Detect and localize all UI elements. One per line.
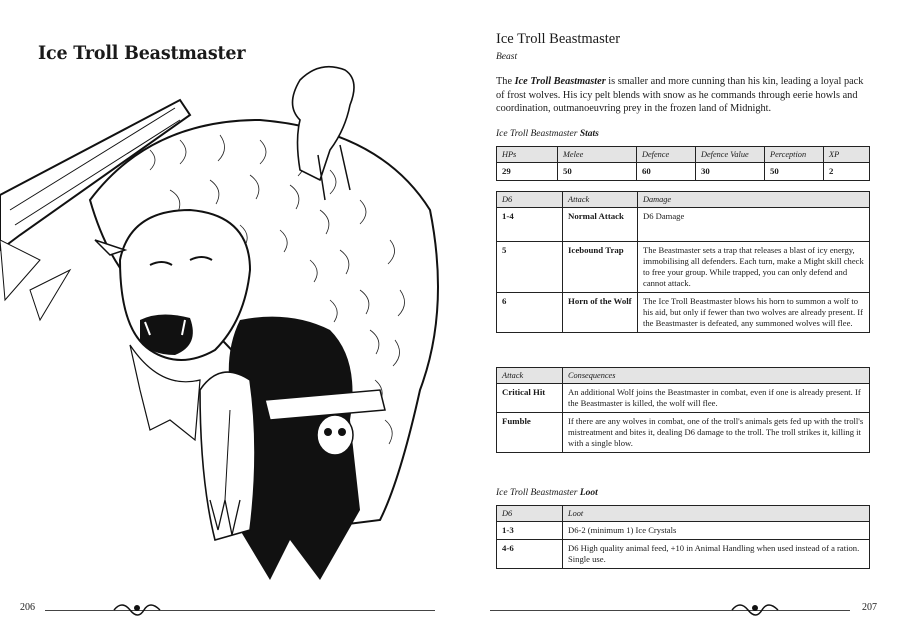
page-number-left: 206 — [20, 602, 35, 613]
stats-value: 60 — [637, 163, 696, 181]
stats-value: 30 — [696, 163, 765, 181]
stats-header: HPs — [497, 147, 558, 163]
table-row — [497, 242, 870, 293]
consequence-attack: Fumble — [497, 413, 563, 453]
stats-header: XP — [824, 147, 870, 163]
stats-value: 29 — [497, 163, 558, 181]
table-row — [497, 522, 870, 540]
stats-header: Defence — [637, 147, 696, 163]
loot-table — [496, 505, 870, 569]
creature-title: Ice Troll Beastmaster — [496, 31, 621, 47]
attack-damage: The Ice Troll Beastmaster blows his horn to summon a wolf to his aid, but only if fewer than two wolves are already present. If the Beastmaster is defeated, any summoned wolves will flee. — [638, 293, 870, 333]
attack-roll: 5 — [497, 242, 563, 293]
loot-heading — [496, 488, 598, 498]
stats-heading-prefix: Ice Troll Beastmaster — [496, 129, 580, 139]
stats-value: 50 — [558, 163, 637, 181]
table-row — [497, 147, 870, 163]
table-row — [497, 163, 870, 181]
intro-text: is smaller and more cunning than his kin, leading a loyal pack of frost wolves. His icy pelt blends with snow as he commands through eerie howls and coordination, outmanoeuvring prey in the frozen land of Midnight. — [496, 76, 864, 115]
loot-heading-bold: Loot — [579, 488, 598, 498]
loot-roll: 1-3 — [497, 522, 563, 540]
attack-header: D6 — [497, 192, 563, 208]
stats-header: Melee — [558, 147, 637, 163]
stats-value: 2 — [824, 163, 870, 181]
consequence-text: If there are any wolves in combat, one of the troll's animals gets fed up with the troll's mistreatment and bites it, dealing D6 damage to the troll. The troll strikes it, killing it with a single blow. — [563, 413, 870, 453]
troll-illustration — [0, 60, 450, 590]
stats-value: 50 — [765, 163, 824, 181]
attack-header: Damage — [638, 192, 870, 208]
table-row — [497, 384, 870, 413]
stats-header: Perception — [765, 147, 824, 163]
ornament-icon — [730, 600, 780, 616]
loot-text: D6 High quality animal feed, +10 in Animal Handling when used instead of a ration. Single use. — [563, 540, 870, 569]
footer-rule-left — [45, 610, 435, 611]
table-row — [497, 540, 870, 569]
consequence-text: An additional Wolf joins the Beastmaster in combat, even if one is already present. If the Beastmaster is killed, the wolf will flee. — [563, 384, 870, 413]
table-row — [497, 192, 870, 208]
creature-description — [496, 75, 872, 116]
attack-roll: 6 — [497, 293, 563, 333]
loot-header: D6 — [497, 506, 563, 522]
table-row — [497, 413, 870, 453]
attack-header: Attack — [563, 192, 638, 208]
attack-damage: D6 Damage — [638, 208, 870, 242]
stats-header: Defence Value — [696, 147, 765, 163]
loot-header: Loot — [563, 506, 870, 522]
footer-rule-right — [490, 610, 850, 611]
table-row — [497, 506, 870, 522]
page-title-left: Ice Troll Beastmaster — [38, 42, 246, 64]
intro-prefix: The — [496, 76, 515, 87]
attack-name: Horn of the Wolf — [563, 293, 638, 333]
right-page — [450, 0, 900, 638]
stats-heading — [496, 129, 599, 139]
consequences-table — [496, 367, 870, 453]
consequences-header: Attack — [497, 368, 563, 384]
consequence-attack: Critical Hit — [497, 384, 563, 413]
page-number-right: 207 — [862, 602, 877, 613]
attack-table — [496, 191, 870, 333]
attack-damage: The Beastmaster sets a trap that releases a blast of icy energy, immobilising all defenders. Each turn, make a Might skill check to free your group. While trapped, you can only defend and cannot attack. — [638, 242, 870, 293]
attack-name: Normal Attack — [563, 208, 638, 242]
loot-heading-prefix: Ice Troll Beastmaster — [496, 488, 580, 498]
consequences-header: Consequences — [563, 368, 870, 384]
attack-roll: 1-4 — [497, 208, 563, 242]
stats-heading-bold: Stats — [579, 129, 599, 139]
loot-roll: 4-6 — [497, 540, 563, 569]
attack-name: Icebound Trap — [563, 242, 638, 293]
intro-name: Ice Troll Beastmaster — [514, 76, 606, 87]
creature-type: Beast — [496, 52, 518, 62]
table-row — [497, 208, 870, 242]
stats-table — [496, 146, 870, 181]
table-row — [497, 368, 870, 384]
loot-text: D6-2 (minimum 1) Ice Crystals — [563, 522, 870, 540]
ornament-icon — [112, 600, 162, 616]
table-row — [497, 293, 870, 333]
